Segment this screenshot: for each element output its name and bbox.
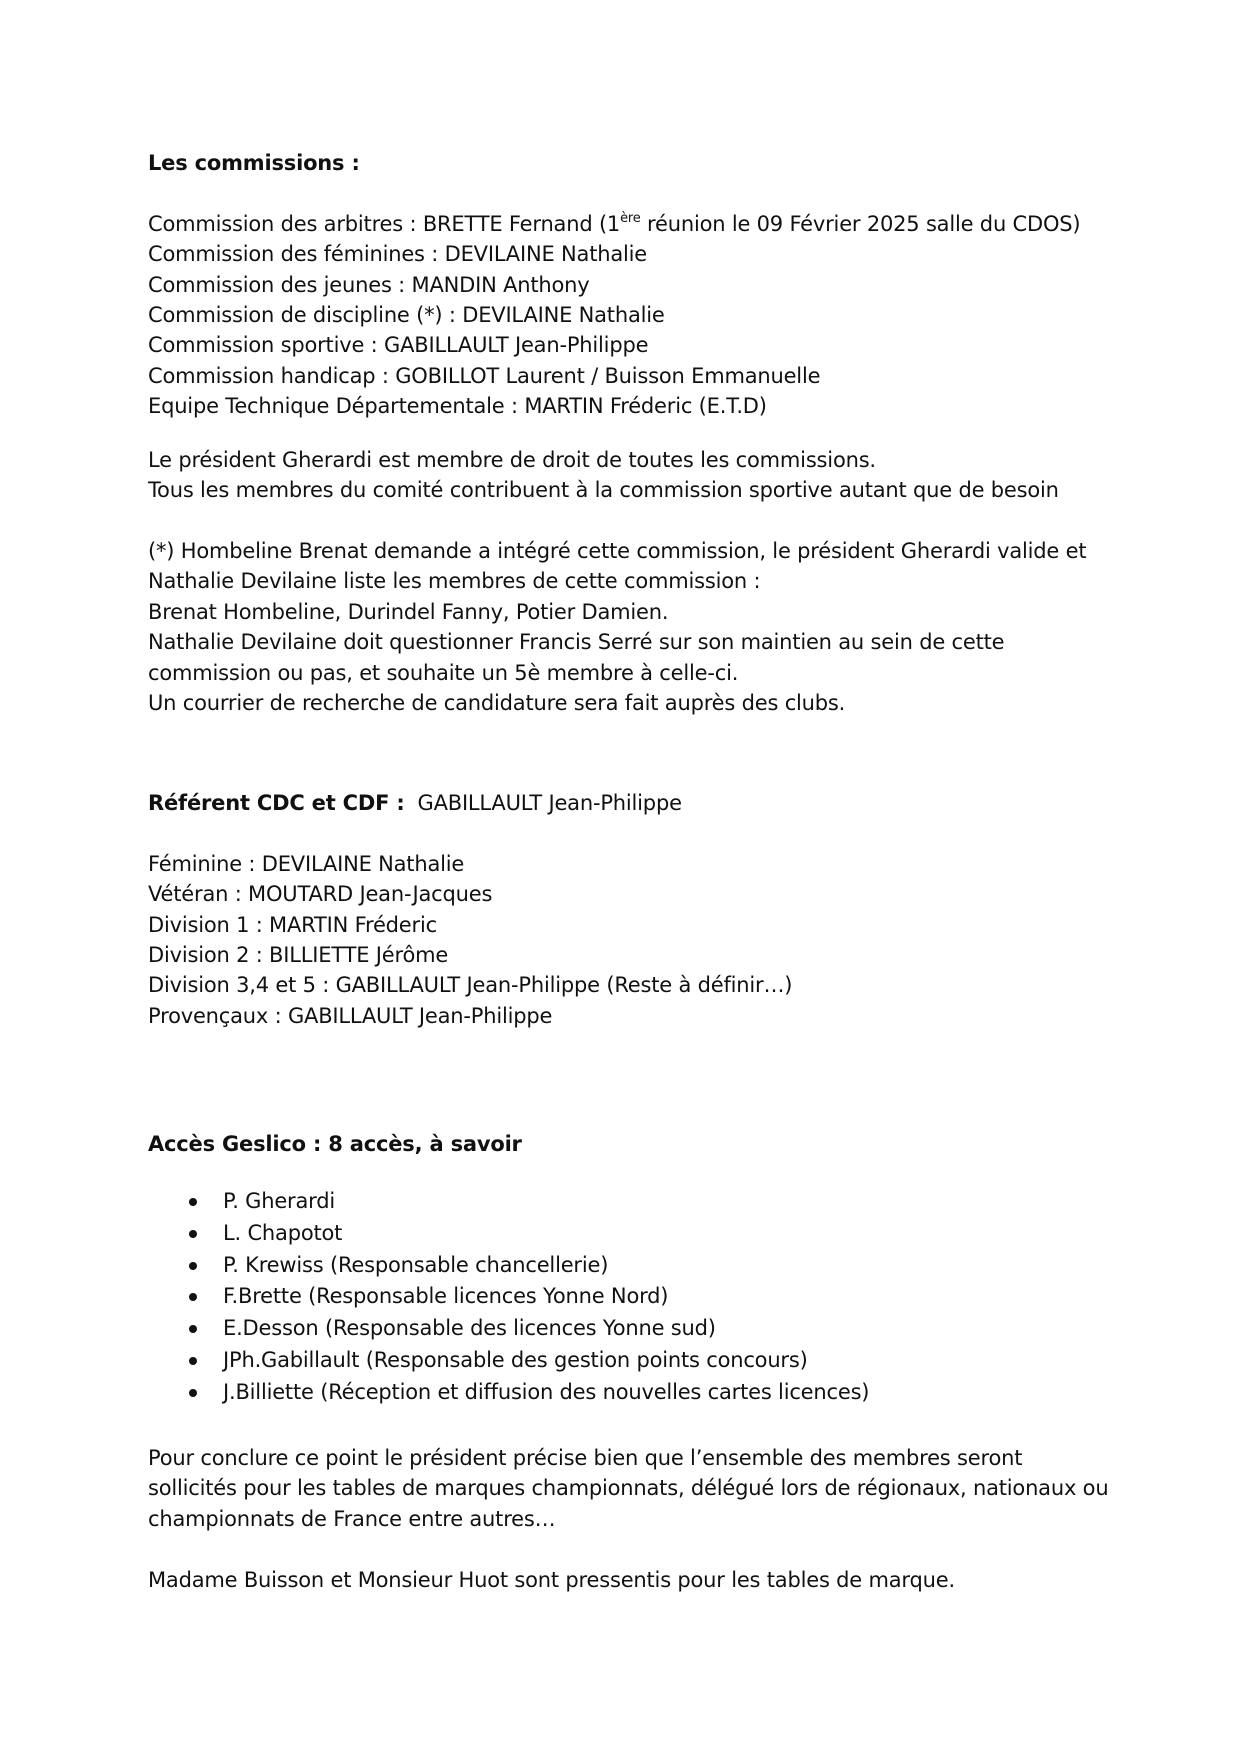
- discipline-notes: [148, 536, 1108, 718]
- bullet-icon: [189, 1293, 197, 1301]
- discipline-note-line: (*) Hombeline Brenat demande a intégré cette commission, le président Gherardi valide et: [148, 539, 1087, 563]
- discipline-note-line: commission ou pas, et souhaite un 5è membre à celle-ci.: [148, 660, 739, 685]
- president-note-line: Le président Gherardi est membre de droit de toutes les commissions.: [148, 448, 876, 472]
- referent-line: Provençaux : GABILLAULT Jean-Philippe: [148, 1003, 553, 1028]
- final-note-section: [148, 1565, 1108, 1595]
- geslico-list: [148, 1186, 1108, 1409]
- discipline-note-line: Nathalie Devilaine liste les membres de cette commission :: [148, 569, 761, 594]
- geslico-heading-block: [148, 1129, 1108, 1159]
- commission-line: Commission des jeunes : MANDIN Anthony: [148, 272, 590, 297]
- conclusion-line: Pour conclure ce point le président précise bien que l’ensemble des membres seront: [148, 1446, 1023, 1470]
- commission-line: Commission de discipline (*) : DEVILAINE Nathalie: [148, 302, 665, 327]
- referent-line: Division 3,4 et 5 : GABILLAULT Jean-Philippe (Reste à définir…): [148, 973, 793, 998]
- list-item-text: P. Krewiss (Responsable chancellerie): [223, 1252, 609, 1277]
- commission-arbitres-text-end: réunion le 09 Février 2025 salle du CDOS): [640, 211, 1081, 236]
- bullet-icon: [189, 1357, 197, 1365]
- referent-line: Vétéran : MOUTARD Jean-Jacques: [148, 882, 493, 907]
- referent-line: Féminine : DEVILAINE Nathalie: [148, 851, 465, 876]
- commissions-section: [148, 148, 1108, 422]
- referent-value: GABILLAULT Jean-Philippe: [404, 791, 682, 815]
- commission-arbitres-sup: ère: [620, 210, 641, 226]
- bullet-icon: [189, 1262, 197, 1270]
- list-item-text: E.Desson (Responsable des licences Yonne sud): [223, 1316, 716, 1341]
- conclusion-line: championnats de France entre autres…: [148, 1506, 556, 1531]
- list-item: [148, 1377, 1108, 1409]
- conclusion-line: sollicités pour les tables de marques championnats, délégué lors de régionaux, nationaux ou: [148, 1476, 1109, 1501]
- geslico-heading: Accès Geslico : 8 accès, à savoir: [148, 1132, 522, 1156]
- list-item-text: J.Billiette (Réception et diffusion des nouvelles cartes licences): [223, 1379, 870, 1404]
- list-item-text: L. Chapotot: [223, 1220, 343, 1245]
- list-item: [148, 1250, 1108, 1282]
- list-item-text: P. Gherardi: [223, 1189, 335, 1213]
- final-note: Madame Buisson et Monsieur Huot sont pressentis pour les tables de marque.: [148, 1568, 955, 1592]
- list-item: [148, 1345, 1108, 1377]
- commission-arbitres-text: Commission des arbitres : BRETTE Fernand (1: [148, 211, 621, 236]
- list-item: [148, 1281, 1108, 1313]
- bullet-icon: [189, 1198, 197, 1206]
- bullet-icon: [189, 1325, 197, 1333]
- conclusion-section: [148, 1443, 1108, 1534]
- referent-label: Référent CDC et CDF :: [148, 791, 405, 815]
- list-item: [148, 1218, 1108, 1250]
- referent-line: Division 2 : BILLIETTE Jérôme: [148, 942, 449, 967]
- list-item-text: JPh.Gabillault (Responsable des gestion points concours): [223, 1347, 808, 1372]
- bullet-icon: [189, 1230, 197, 1238]
- list-item: [148, 1313, 1108, 1345]
- commission-line: Commission sportive : GABILLAULT Jean-Philippe: [148, 333, 649, 358]
- referent-line: Division 1 : MARTIN Fréderic: [148, 912, 437, 937]
- discipline-note-line: Brenat Hombeline, Durindel Fanny, Potier Damien.: [148, 599, 669, 624]
- list-item-text: F.Brette (Responsable licences Yonne Nord): [223, 1284, 669, 1309]
- president-note-line: Tous les membres du comité contribuent à la commission sportive autant que de besoin: [148, 478, 1059, 503]
- referent-title: [148, 788, 1108, 818]
- commissions-heading: Les commissions :: [148, 151, 360, 175]
- bullet-icon: [189, 1389, 197, 1397]
- list-item: [148, 1186, 1108, 1218]
- referent-section: [148, 788, 1108, 1031]
- blank-line: [148, 178, 1108, 208]
- president-notes: [148, 445, 1108, 506]
- commission-arbitres: [148, 209, 1108, 239]
- commission-line: Equipe Technique Départementale : MARTIN Fréderic (E.T.D): [148, 394, 767, 419]
- commission-line: Commission des féminines : DEVILAINE Nathalie: [148, 242, 647, 267]
- commission-line: Commission handicap : GOBILLOT Laurent / Buisson Emmanuelle: [148, 363, 821, 388]
- discipline-note-line: Nathalie Devilaine doit questionner Francis Serré sur son maintien au sein de cette: [148, 630, 1005, 655]
- discipline-note-line: Un courrier de recherche de candidature sera fait auprès des clubs.: [148, 690, 846, 715]
- blank-line: [148, 818, 1108, 848]
